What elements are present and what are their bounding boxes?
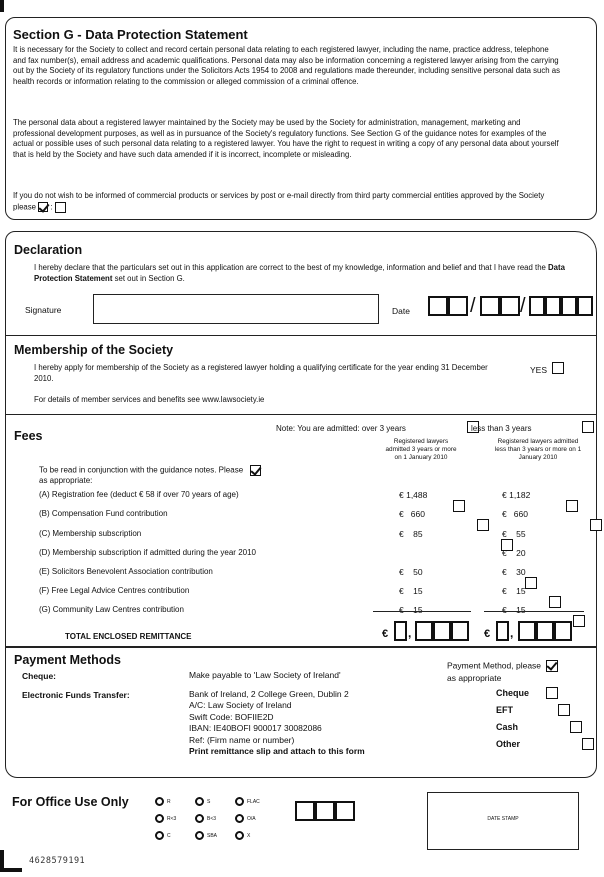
membership-yes-checkbox[interactable] — [552, 362, 564, 374]
office-code-option[interactable] — [235, 814, 256, 823]
office-box-3[interactable] — [335, 801, 355, 821]
total-euro-1: € — [382, 628, 389, 640]
radio-circle-icon — [155, 814, 164, 823]
optout-checkbox[interactable] — [55, 202, 66, 213]
office-code-label: FLAC — [247, 798, 260, 805]
divider-2 — [6, 414, 596, 415]
fee-checkbox-col1[interactable] — [477, 519, 489, 531]
corner-mark-bottom-h — [0, 868, 22, 872]
office-code-label: C — [167, 832, 171, 839]
radio-circle-icon — [235, 831, 244, 840]
office-code-option[interactable] — [195, 814, 216, 823]
total-1-digit-1[interactable] — [394, 621, 407, 641]
radio-circle-icon — [155, 797, 164, 806]
signature-label: Signature — [25, 305, 62, 315]
fee-amount-col2: € 15 — [502, 605, 526, 615]
office-code-label: R — [167, 798, 171, 805]
fee-amount-col2: € 660 — [502, 509, 528, 519]
fee-checkbox-col1[interactable] — [525, 577, 537, 589]
eft-line-iban: IBAN: IE40BOFI 900017 30082086 — [189, 723, 322, 734]
divider-1 — [6, 335, 596, 336]
fee-row-label: (C) Membership subscription — [39, 529, 142, 538]
total-rule-1 — [373, 611, 471, 612]
fee-checkbox-col1[interactable] — [573, 615, 585, 627]
fees-note: Note: You are admitted: over 3 years — [276, 424, 406, 433]
fee-row-label: (F) Free Legal Advice Centres contribution — [39, 586, 190, 595]
declaration-text: I hereby declare that the particulars set out in this application are correct to the best of my knowledge, information and belief and that I have read the Data Protection Statement set out in Section G. — [34, 263, 565, 283]
office-code-option[interactable] — [235, 831, 250, 840]
office-box-1[interactable] — [295, 801, 315, 821]
total-2-digit-1[interactable] — [496, 621, 509, 641]
fee-amount-col2: € 55 — [502, 529, 526, 539]
method-title: Payment Method, please — [447, 660, 558, 672]
fee-amount-col2: € 15 — [502, 586, 526, 596]
radio-circle-icon — [235, 797, 244, 806]
section-g-panel — [5, 17, 597, 220]
payment-method-label: EFT — [496, 705, 513, 715]
date-year-4[interactable] — [577, 296, 593, 316]
office-code-label: O/A — [247, 815, 256, 822]
section-g-optout: If you do not wish to be informed of commercial products or services by post or e-mail directly from third party commercial entities approved by the Society please : — [13, 191, 545, 212]
date-year-3[interactable] — [561, 296, 577, 316]
eft-details — [189, 689, 365, 757]
office-code-option[interactable] — [235, 797, 260, 806]
eft-print-note: Print remittance slip and attach to this form — [189, 746, 365, 757]
office-code-option[interactable] — [155, 831, 171, 840]
guidance-text-2: as appropriate: — [39, 476, 93, 485]
fee-amount-col1: € 660 — [399, 509, 425, 519]
less-than-label: less than 3 years — [471, 424, 532, 433]
fee-amount-col1: € 1,488 — [399, 490, 428, 500]
radio-circle-icon — [195, 831, 204, 840]
payment-method-label: Cash — [496, 722, 519, 732]
corner-mark-top — [0, 0, 4, 12]
eft-line-account: A/C: Law Society of Ireland — [189, 700, 292, 711]
office-code-option[interactable] — [155, 797, 171, 806]
fees-title: Fees — [14, 429, 43, 443]
office-code-label: X — [247, 832, 251, 839]
declaration-title: Declaration — [14, 243, 83, 257]
cheque-label: Cheque: — [22, 671, 56, 681]
cheque-text: Make payable to 'Law Society of Ireland' — [189, 670, 341, 680]
payment-panel — [5, 647, 597, 778]
total-1-digit-4[interactable] — [451, 621, 469, 641]
office-title: For Office Use Only — [12, 795, 129, 809]
date-stamp-label: DATE STAMP — [487, 816, 519, 822]
tick-icon — [546, 660, 558, 672]
radio-circle-icon — [235, 814, 244, 823]
fee-amount-col2: € 20 — [502, 548, 526, 558]
membership-title: Membership of the Society — [14, 343, 174, 357]
office-code-option[interactable] — [195, 831, 217, 840]
fee-row-label: (G) Community Law Centres contribution — [39, 605, 184, 614]
payment-method-checkbox[interactable] — [570, 721, 582, 733]
office-code-label: R<3 — [167, 815, 177, 822]
signature-field[interactable] — [93, 294, 379, 324]
date-month-2[interactable] — [500, 296, 520, 316]
fee-checkbox-col1[interactable] — [549, 596, 561, 608]
date-sep-2: / — [520, 295, 526, 317]
fee-amount-col1: € 15 — [399, 605, 423, 615]
total-1-digit-2[interactable] — [415, 621, 433, 641]
eft-line-swift: Swift Code: BOFIIE2D — [189, 711, 274, 722]
office-code-option[interactable] — [155, 814, 176, 823]
date-day-1[interactable] — [428, 296, 448, 316]
date-day-2[interactable] — [448, 296, 468, 316]
payment-method-checkbox[interactable] — [546, 687, 558, 699]
fee-amount-col2: € 30 — [502, 567, 526, 577]
barcode-number: 4628579191 — [29, 856, 86, 866]
radio-circle-icon — [195, 814, 204, 823]
fee-amount-col1: € 15 — [399, 586, 423, 596]
fee-row-label: (B) Compensation Fund contribution — [39, 509, 168, 518]
radio-circle-icon — [155, 831, 164, 840]
office-code-label: B<3 — [207, 815, 217, 822]
section-g-title: Section G - Data Protection Statement — [13, 27, 248, 42]
col2-header: Registered lawyers admitted less than 3 years or more on 1 January 2010 — [494, 438, 582, 461]
fee-checkbox-col2[interactable] — [566, 500, 578, 512]
radio-circle-icon — [195, 797, 204, 806]
fee-checkbox-col2[interactable] — [590, 519, 602, 531]
guidance-text: To be read in conjunction with the guidance notes. Please — [39, 465, 261, 476]
method-title-2: as appropriate — [447, 673, 502, 683]
office-code-option[interactable] — [195, 797, 210, 806]
payment-method-checkbox[interactable] — [582, 738, 594, 750]
date-label: Date — [392, 306, 410, 316]
payment-method-label: Other — [496, 739, 521, 749]
fee-row-label: (A) Registration fee (deduct € 58 if over 70 years of age) — [39, 490, 239, 499]
payment-method-label: Cheque — [496, 688, 530, 698]
office-code-label: SBA — [207, 832, 218, 839]
date-month-1[interactable] — [480, 296, 500, 316]
total-2-comma: , — [510, 626, 514, 640]
fee-amount-col1: € 50 — [399, 567, 423, 577]
total-2-digit-2[interactable] — [518, 621, 536, 641]
membership-text: I hereby apply for membership of the Society as a registered lawyer holding a qualifying certificate for the year ending 31 December 2010. — [34, 363, 488, 383]
fee-row-label: (D) Membership subscription if admitted during the year 2010 — [39, 548, 256, 557]
tick-icon — [38, 202, 48, 212]
total-2-digit-3[interactable] — [536, 621, 554, 641]
total-euro-2: € — [484, 628, 491, 640]
payment-method-checkbox[interactable] — [558, 704, 570, 716]
yes-label: YES — [530, 365, 548, 375]
less-than-3-years-checkbox[interactable] — [582, 421, 594, 433]
total-1-comma: , — [408, 626, 412, 640]
date-year-2[interactable] — [545, 296, 561, 316]
date-year-1[interactable] — [529, 296, 545, 316]
eft-line-bank: Bank of Ireland, 2 College Green, Dublin 2 — [189, 689, 349, 699]
eft-line-ref: Ref: (Firm name or number) — [189, 734, 295, 745]
fee-checkbox-col1[interactable] — [453, 500, 465, 512]
fee-amount-col2: € 1,182 — [502, 490, 531, 500]
office-code-label: S — [207, 798, 211, 805]
application-panel — [5, 231, 597, 647]
section-g-para1: It is necessary for the Society to collect and record certain personal data relating to each registered lawyer, including the name, practice address, telephone and fax number(s), email address and academic qualifications. Personal data may also be information concerning a registered lawyer arising from the carrying out by the Society of its regulatory functions under the Solicitors Acts 1954 to 2008 and regulations made thereunder, including sensitive personal data such as health records or information relating to the commission or alleged commission of a criminal offence. — [13, 45, 560, 86]
membership-details: For details of member services and benefits see www.lawsociety.ie — [34, 395, 265, 404]
optout-text: If you do not wish to be informed of commercial products or services by post or e-mail directly from third party commercial entities approved by the Society please — [13, 191, 545, 212]
fee-row-label: (E) Solicitors Benevolent Association contribution — [39, 567, 213, 576]
total-label: TOTAL ENCLOSED REMITTANCE — [65, 632, 192, 641]
fee-amount-col1: € 85 — [399, 529, 423, 539]
total-1-digit-3[interactable] — [433, 621, 451, 641]
total-rule-2 — [484, 611, 584, 612]
eft-label: Electronic Funds Transfer: — [22, 690, 130, 700]
payment-title: Payment Methods — [14, 653, 121, 667]
date-sep-1: / — [470, 295, 476, 317]
total-2-digit-4[interactable] — [554, 621, 572, 641]
office-box-2[interactable] — [315, 801, 335, 821]
tick-icon — [250, 465, 261, 476]
section-g-para2: The personal data about a registered lawyer maintained by the Society may be used by the Society for administration, management, marketing and professional development purposes, as well as in pursuance of the Society's regulatory functions. See Section G of the guidance notes for examples of the actual or possible uses of such personal data relating to a registered lawyer. You have the right to request in writing a copy of any personal data about yourself that is held by the Society and have such data amended if it is incorrect, incomplete or misleading. — [13, 118, 559, 159]
col1-header: Registered lawyers admitted 3 years or more on 1 January 2010 — [385, 438, 457, 461]
